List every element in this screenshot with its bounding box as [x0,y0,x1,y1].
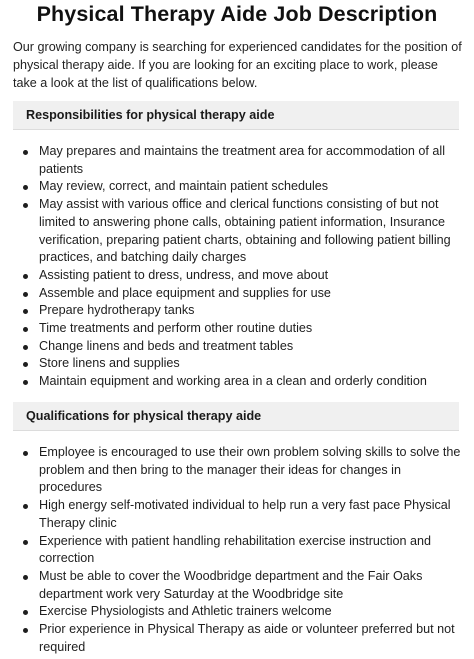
bullet-icon [23,309,28,314]
list-item [39,373,465,391]
bullet-icon [23,203,28,208]
list-item [39,533,465,568]
bullet-icon [23,274,28,279]
qualifications-heading: Qualifications for physical therapy aide [13,402,459,431]
bullet-icon [23,345,28,350]
list-item-text: May prepares and maintains the treatment area for accommodation of all patients [39,144,446,176]
bullet-icon [23,292,28,297]
bullet-icon [23,628,28,633]
responsibilities-list [13,143,465,391]
bullet-icon [23,362,28,367]
list-item-text: High energy self-motivated individual to help run a very fast pace Physical Therapy clinic [39,498,451,530]
list-item-text: Employee is encouraged to use their own problem solving skills to solve the problem and then bring to the manager their ideas for changes in procedures [39,445,461,495]
list-item [39,497,465,532]
list-item-text: Prepare hydrotherapy tanks [39,303,195,318]
bullet-icon [23,610,28,615]
list-item [39,285,465,303]
list-item-text: Exercise Physiologists and Athletic trainers welcome [39,604,332,619]
bullet-icon [23,150,28,155]
page-title: Physical Therapy Aide Job Description [36,2,438,26]
list-item-text: Assemble and place equipment and supplies for use [39,285,331,300]
bullet-icon [23,380,28,385]
list-item [39,621,465,656]
list-item [39,143,465,178]
list-item-text: May assist with various office and clerical functions consisting of but not limited to answering phone calls, obtaining patient information, Insurance verification, preparing patient charts, obtaining and following patient billing practices, and batching daily charges [39,197,451,265]
list-item-text: Change linens and beds and treatment tables [39,338,294,353]
list-item-text: Assisting patient to dress, undress, and move about [39,267,329,282]
intro-paragraph: Our growing company is searching for experienced candidates for the position of physical therapy aide. If you are looking for an exciting place to work, please take a look at the list of qualifications below. [13,40,462,90]
list-item [39,302,465,320]
list-item [39,178,465,196]
list-item-text: Prior experience in Physical Therapy as aide or volunteer preferred but not required [39,622,455,654]
responsibilities-heading: Responsibilities for physical therapy aide [13,101,459,130]
list-item-text: Experience with patient handling rehabilitation exercise instruction and correction [39,533,432,566]
list-item [39,568,465,603]
bullet-icon [23,185,28,190]
list-item-text: Must be able to cover the Woodbridge department and the Fair Oaks department work very Saturday at the Woodbridge site [39,568,423,601]
list-item [39,196,465,267]
list-item-text: Maintain equipment and working area in a clean and orderly condition [39,374,427,389]
qualifications-list [13,444,465,656]
bullet-icon [23,504,28,509]
list-item [39,444,465,497]
list-item-text: Store linens and supplies [39,356,180,371]
list-item [39,338,465,356]
list-item [39,603,465,621]
list-item-text: May review, correct, and maintain patient schedules [39,179,329,194]
bullet-icon [23,451,28,456]
list-item [39,267,465,285]
bullet-icon [23,327,28,332]
bullet-icon [23,575,28,580]
list-item-text: Time treatments and perform other routine duties [39,321,313,336]
list-item [39,355,465,373]
bullet-icon [23,540,28,545]
list-item [39,320,465,338]
